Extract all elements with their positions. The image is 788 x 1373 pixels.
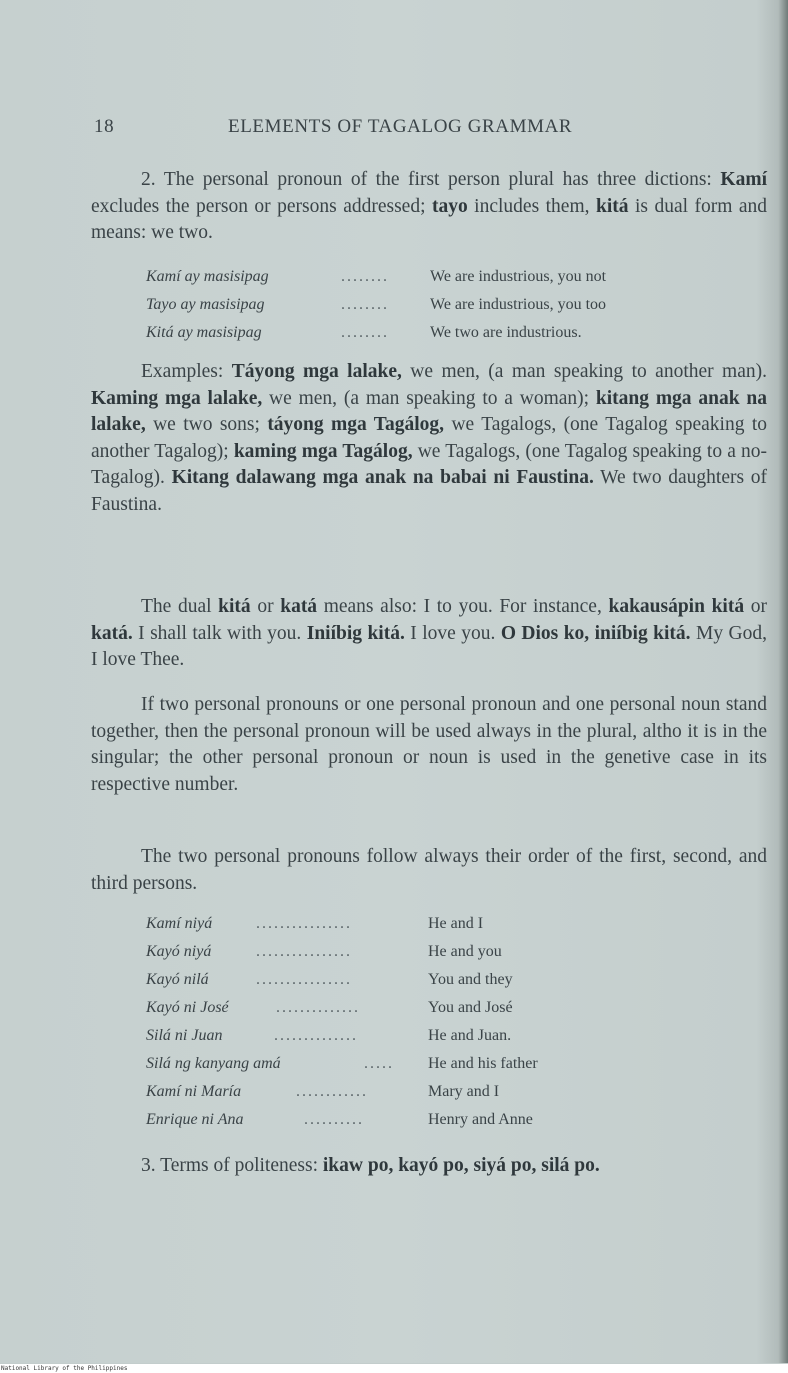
- example-row: [146, 1106, 746, 1134]
- leader-dots: ..............: [276, 999, 360, 1016]
- leader-dots: ..........: [304, 1111, 364, 1128]
- paragraph-first-person-plural: 2. The personal pronoun of the first person plural has three dictions: Kamí excludes the person or persons addressed; tayo includes them, kitá is dual form and means: we two.: [91, 169, 768, 243]
- english-translation: We are industrious, you not: [430, 268, 607, 285]
- running-header: [94, 116, 694, 140]
- leader-dots: ................: [256, 915, 352, 932]
- leader-dots: ........: [341, 268, 389, 285]
- tagalog-phrase: Kayó nilá: [146, 971, 209, 988]
- example-row: [146, 1022, 746, 1050]
- examples-pronoun-order-list: [146, 910, 746, 1134]
- example-row: [146, 994, 746, 1022]
- tagalog-phrase: Silá ni Juan: [146, 1027, 223, 1044]
- leader-dots: ........: [341, 324, 389, 341]
- example-row: [146, 1050, 746, 1078]
- english-translation: He and Juan.: [428, 1027, 512, 1044]
- example-row: [146, 938, 746, 966]
- english-translation: We two are industrious.: [430, 324, 582, 341]
- english-translation: He and you: [428, 943, 502, 960]
- tagalog-phrase: Kamí ni María: [146, 1083, 242, 1100]
- paragraph-dual: The dual kitá or katá means also: I to you. For instance, kakausápin kitá or katá. I shall talk with you. Iniíbig kitá. I love you. O Dios ko, iniíbig kitá. My God, I love Thee.: [91, 596, 767, 670]
- english-translation: He and his father: [428, 1055, 538, 1072]
- leader-dots: ................: [256, 943, 352, 960]
- example-row: [146, 1078, 746, 1106]
- library-watermark: National Library of the Philippines: [0, 1364, 788, 1373]
- tagalog-phrase: Kamí ay masisipag: [146, 268, 269, 285]
- english-translation: He and I: [428, 915, 484, 932]
- tagalog-phrase: Kayó niyá: [146, 943, 212, 960]
- paragraph-politeness: 3. Terms of politeness: ikaw po, kayó po, siyá po, silá po.: [141, 1155, 600, 1176]
- example-row: [146, 910, 746, 938]
- leader-dots: ..............: [274, 1027, 358, 1044]
- tagalog-phrase: Silá ng kanyang amá: [146, 1055, 281, 1072]
- page-number: 18: [94, 116, 115, 137]
- examples-plural-list: [146, 263, 746, 347]
- english-translation: You and José: [428, 999, 513, 1016]
- tagalog-phrase: Kayó ni José: [146, 999, 229, 1016]
- tagalog-phrase: Kamí niyá: [146, 915, 213, 932]
- leader-dots: ................: [256, 971, 352, 988]
- example-row: [146, 966, 746, 994]
- english-translation: We are industrious, you too: [430, 296, 607, 313]
- page-edge: [778, 0, 788, 1363]
- tagalog-phrase: Kitá ay masisipag: [146, 324, 262, 341]
- tagalog-phrase: Tayo ay masisipag: [146, 296, 265, 313]
- tagalog-phrase: Enrique ni Ana: [146, 1111, 244, 1128]
- example-row: [146, 319, 746, 347]
- running-title: ELEMENTS OF TAGALOG GRAMMAR: [228, 116, 573, 137]
- paragraph-plural-rule: If two personal pronouns or one personal pronoun and one personal noun stand together, then the personal pronoun will be used always in the plural, altho it is in the singular; the other personal pronoun or noun is used in the genetive case in its respective number.: [91, 694, 767, 795]
- leader-dots: .....: [364, 1055, 394, 1072]
- leader-dots: ............: [296, 1083, 368, 1100]
- leader-dots: ........: [341, 296, 389, 313]
- english-translation: Mary and I: [428, 1083, 500, 1100]
- example-row: [146, 263, 746, 291]
- example-row: [146, 291, 746, 319]
- english-translation: You and they: [428, 971, 513, 988]
- paragraph-order: The two personal pronouns follow always their order of the first, second, and third persons.: [91, 846, 767, 894]
- english-translation: Henry and Anne: [428, 1111, 533, 1128]
- paragraph-examples: Examples: Táyong mga lalake, we men, (a man speaking to another man). Kaming mga lalake, we men, (a man speaking to a woman); kitang mga anak na lalake, we two sons; táyong mga Tagálog, we Tagalogs, (one Tagalog speaking to another Tagalog); kaming mga Tagálog, we Tagalogs, (one Tagalog speaking to a no-Tagalog). Kitang dalawang mga anak na babai ni Faustina. We two daughters of Faustina.: [91, 361, 767, 515]
